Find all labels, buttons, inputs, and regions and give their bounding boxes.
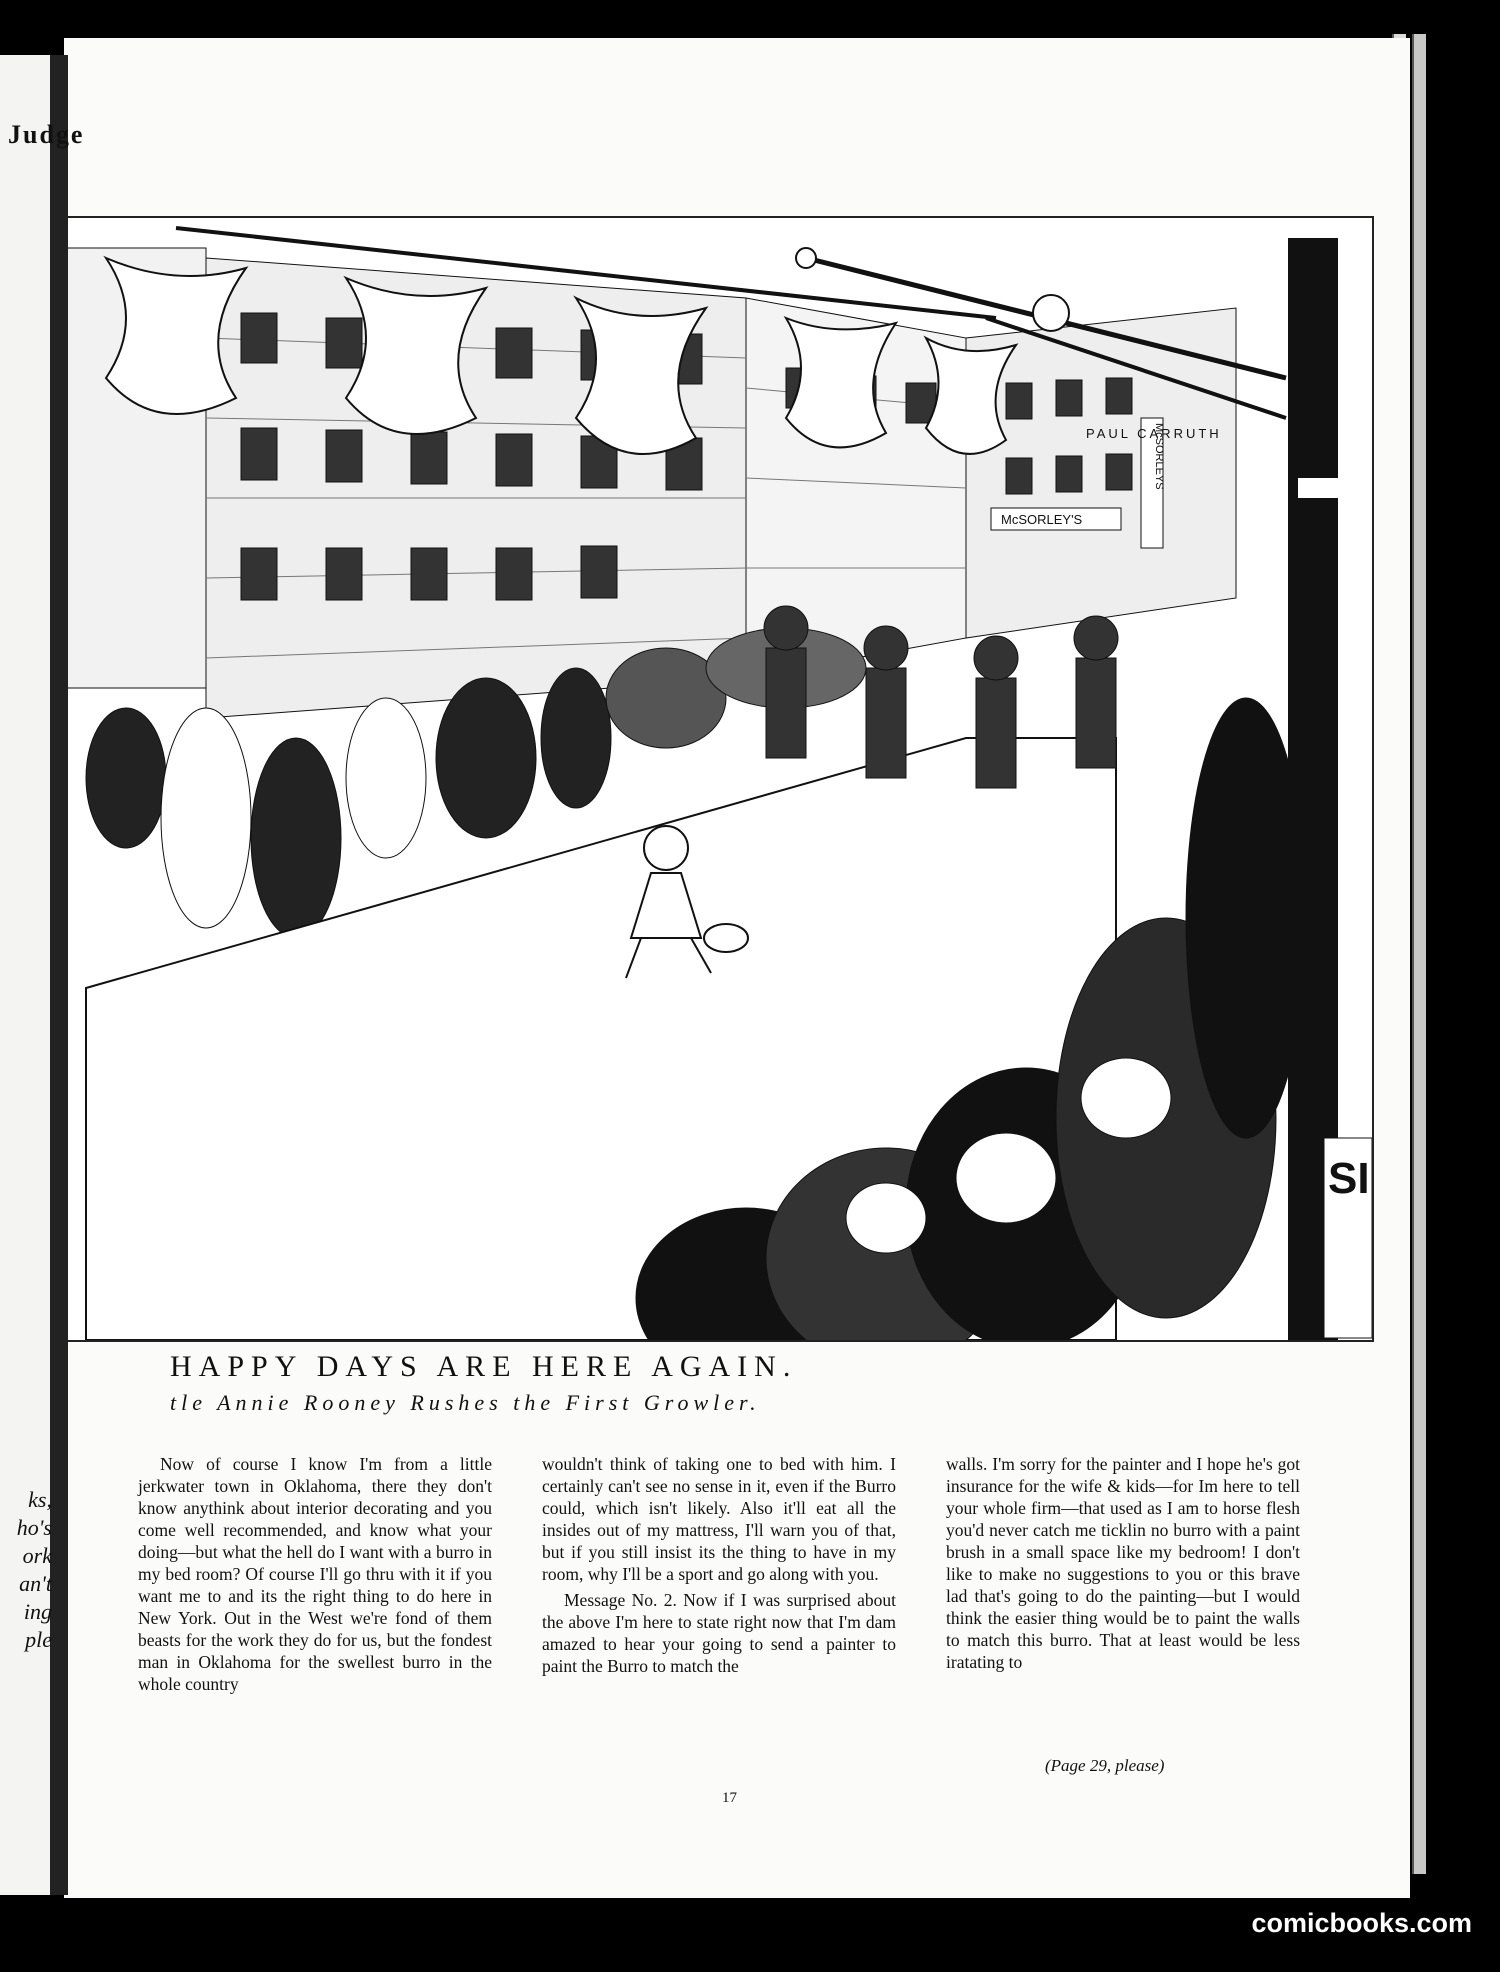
article-column-1 [138, 1453, 492, 1699]
store-sign: McSORLEY'S [1001, 512, 1083, 527]
text-fragment: ork [22, 1543, 52, 1568]
text-fragment: ho's [16, 1515, 52, 1540]
poster-text: SI [1328, 1154, 1370, 1203]
article-column-2 [542, 1453, 896, 1681]
caption-subtitle: tle Annie Rooney Rushes the First Growler. [170, 1390, 761, 1415]
text-fragment: ple [25, 1627, 52, 1652]
artist-signature: PAUL CARRUTH [1086, 426, 1222, 441]
watermark: comicbooks.com [1251, 1908, 1472, 1938]
caption-title: HAPPY DAYS ARE HERE AGAIN. [170, 1350, 798, 1383]
continued-note: (Page 29, please) [1045, 1756, 1165, 1775]
vertical-store-sign: McSORLEYS [1153, 423, 1165, 490]
masthead: Judge [8, 120, 85, 149]
parade-illustration [66, 218, 1372, 1340]
page-edge [1412, 34, 1426, 1874]
page-gutter [50, 55, 68, 1895]
paragraph: walls. I'm sorry for the painter and I hope he's got insurance for the wife & kids—for Im here to tell your whole firm—that used as I am to horse flesh you'd never catch me ticklin no burro with a paint brush in a small space like my bedroom! I don't like to make no suggestions to you or this brave lad that's going to do the painting—but I would think the easier thing would be to paint the walls to match this burro. That at least would be less iratating to [946, 1454, 1300, 1672]
text-fragment: ing [23, 1599, 52, 1624]
text-fragment: ks, [28, 1487, 52, 1512]
illustration-frame [64, 216, 1374, 1342]
paragraph: Message No. 2. Now if I was surprised about the above I'm here to state right now that I'm dam amazed to hear your going to send a painter to paint the Burro to match the [542, 1590, 896, 1676]
paragraph: Now of course I know I'm from a little jerkwater town in Oklahoma, there they don't know anythink about interior decorating and you come well recommended, and know what your doing—but what the hell do I want with a burro in my bed room? Of course I'll go thru with it if you want me to and its the right thing to do here in New York. Out in the West we're fond of them beasts for the work they do for us, but the fondest man in Oklahoma for the swellest burro in the whole country [138, 1454, 492, 1694]
page-number: 17 [722, 1790, 737, 1806]
magazine-page [64, 38, 1410, 1898]
text-fragment: an't [19, 1571, 52, 1596]
paragraph: wouldn't think of taking one to bed with him. I certainly can't see no sense in it, even if the Burro could, which isn't likely. Also it'll eat all the insides out of my mattress, I'll warn you of that, but if you still insist its the thing to have in my room, why I'll be a sport and go along with you. [542, 1454, 896, 1584]
left-page-text-fragments [12, 1486, 52, 1654]
article-column-3 [946, 1453, 1300, 1677]
